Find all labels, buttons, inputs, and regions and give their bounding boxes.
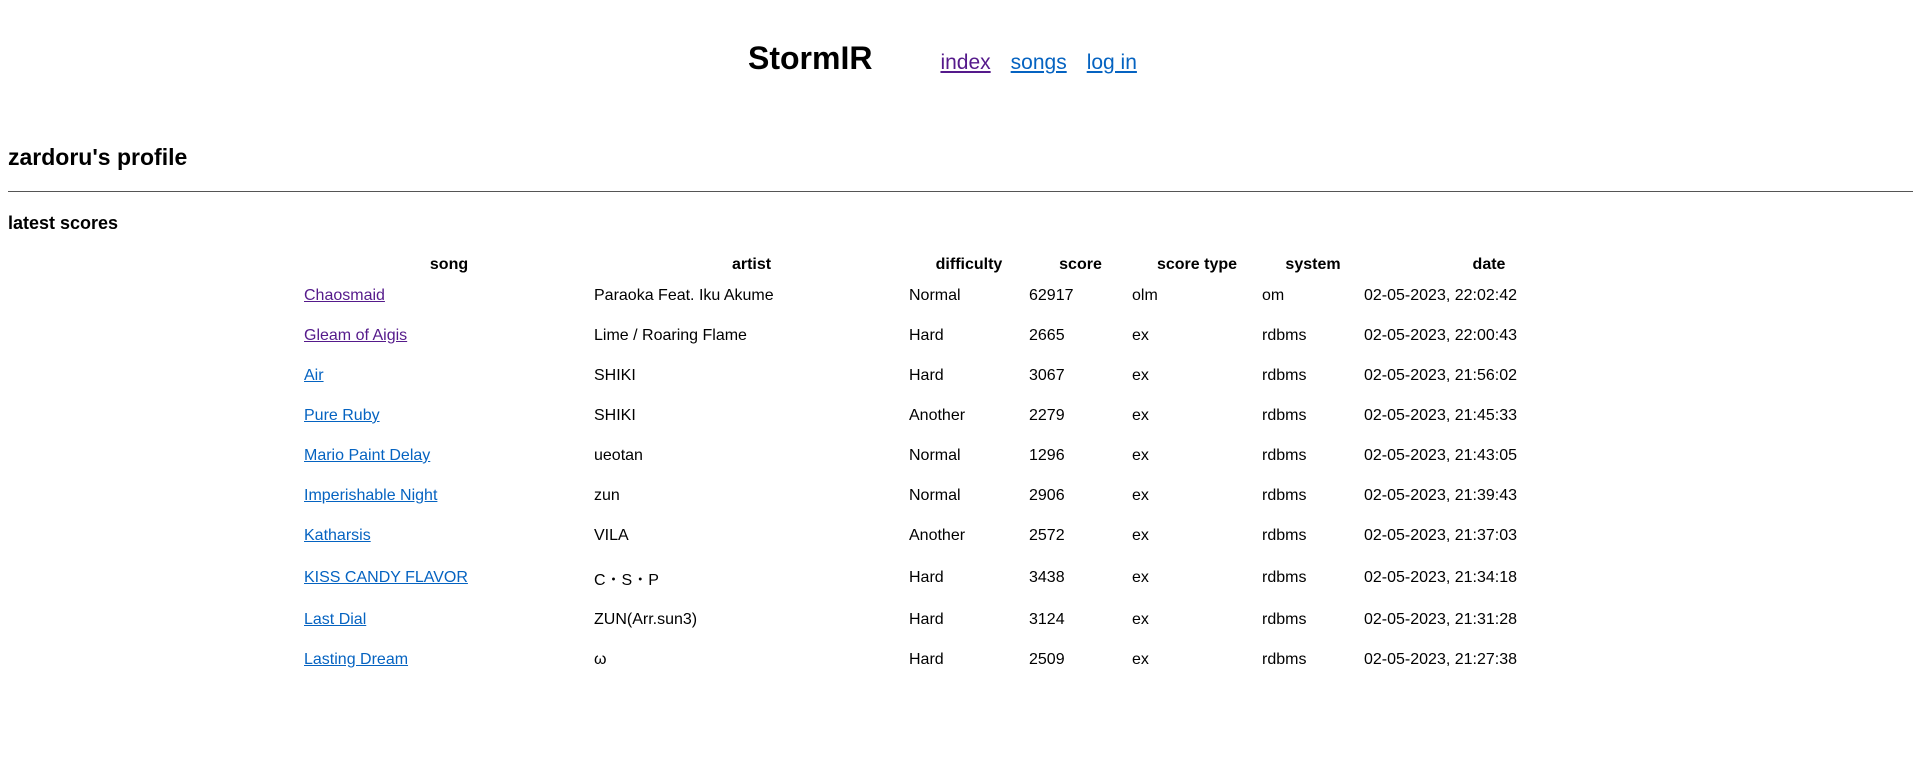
cell-difficulty: Hard	[909, 651, 944, 668]
cell-song	[304, 276, 594, 316]
table-row	[304, 640, 1614, 680]
cell-date: 02-05-2023, 22:02:42	[1364, 287, 1518, 304]
site-title: StormIR	[748, 40, 873, 76]
cell-score-type: ex	[1132, 651, 1149, 668]
cell-score: 62917	[1029, 287, 1074, 304]
cell-song	[304, 436, 594, 476]
cell-system: rdbms	[1262, 367, 1307, 384]
song-link[interactable]: Mario Paint Delay	[304, 447, 431, 464]
song-link[interactable]: Katharsis	[304, 527, 371, 544]
cell-song	[304, 556, 594, 600]
cell-score-type: ex	[1132, 527, 1149, 544]
cell-score: 2665	[1029, 327, 1065, 344]
cell-score-type: ex	[1132, 367, 1149, 384]
table-row	[304, 396, 1614, 436]
cell-score: 3124	[1029, 611, 1065, 628]
cell-date: 02-05-2023, 21:37:03	[1364, 527, 1518, 544]
table-row	[304, 316, 1614, 356]
cell-artist: Paraoka Feat. Iku Akume	[594, 287, 774, 304]
cell-score-type: ex	[1132, 611, 1149, 628]
table-row	[304, 600, 1614, 640]
song-link[interactable]: Pure Ruby	[304, 407, 380, 424]
cell-song	[304, 316, 594, 356]
cell-difficulty: Hard	[909, 611, 944, 628]
song-link[interactable]: Gleam of Aigis	[304, 327, 408, 344]
cell-difficulty: Normal	[909, 487, 961, 504]
cell-artist: VILA	[594, 527, 629, 544]
cell-artist: Lime / Roaring Flame	[594, 327, 747, 344]
cell-artist: ueotan	[594, 447, 643, 464]
profile-title: zardoru's profile	[8, 144, 188, 170]
cell-score-type: ex	[1132, 569, 1149, 586]
cell-artist: ω	[594, 651, 607, 668]
cell-score: 2509	[1029, 651, 1065, 668]
table-row	[304, 556, 1614, 600]
cell-score: 3067	[1029, 367, 1065, 384]
cell-score-type: ex	[1132, 447, 1149, 464]
cell-score: 3438	[1029, 569, 1065, 586]
song-link[interactable]: Imperishable Night	[304, 487, 438, 504]
column-header-difficulty: difficulty	[935, 256, 1003, 273]
site-header	[748, 40, 1157, 77]
cell-score: 1296	[1029, 447, 1065, 464]
cell-system: rdbms	[1262, 407, 1307, 424]
cell-date: 02-05-2023, 21:31:28	[1364, 611, 1518, 628]
song-link[interactable]: Last Dial	[304, 611, 367, 628]
cell-system: rdbms	[1262, 327, 1307, 344]
column-header-score-type: score type	[1156, 256, 1238, 273]
cell-system: om	[1262, 287, 1285, 304]
cell-song	[304, 476, 594, 516]
cell-score-type: ex	[1132, 487, 1149, 504]
song-link[interactable]: Chaosmaid	[304, 287, 385, 304]
cell-date: 02-05-2023, 21:45:33	[1364, 407, 1518, 424]
column-header-song: song	[429, 256, 469, 273]
cell-system: rdbms	[1262, 487, 1307, 504]
cell-song	[304, 600, 594, 640]
cell-score-type: ex	[1132, 407, 1149, 424]
cell-song	[304, 516, 594, 556]
cell-artist: SHIKI	[594, 367, 636, 384]
cell-difficulty: Hard	[909, 327, 944, 344]
table-row	[304, 276, 1614, 316]
cell-system: rdbms	[1262, 527, 1307, 544]
cell-song	[304, 356, 594, 396]
divider	[8, 191, 1913, 192]
table-row	[304, 356, 1614, 396]
cell-song	[304, 640, 594, 680]
cell-artist: ZUN(Arr.sun3)	[594, 611, 698, 628]
cell-artist: C・S・P	[594, 571, 659, 589]
cell-date: 02-05-2023, 21:27:38	[1364, 651, 1518, 668]
top-nav	[940, 51, 1156, 75]
cell-difficulty: Normal	[909, 447, 961, 464]
cell-system: rdbms	[1262, 611, 1307, 628]
column-header-score: score	[1059, 256, 1102, 273]
cell-song	[304, 396, 594, 436]
table-header-row	[304, 254, 1614, 276]
cell-difficulty: Hard	[909, 569, 944, 586]
cell-score-type: ex	[1132, 327, 1149, 344]
nav-link-login[interactable]: log in	[1086, 51, 1137, 74]
cell-score: 2279	[1029, 407, 1065, 424]
song-link[interactable]: Air	[304, 367, 324, 384]
table-row	[304, 516, 1614, 556]
column-header-system: system	[1285, 256, 1341, 273]
cell-score: 2906	[1029, 487, 1065, 504]
cell-system: rdbms	[1262, 447, 1307, 464]
cell-difficulty: Another	[909, 407, 966, 424]
cell-date: 02-05-2023, 21:39:43	[1364, 487, 1518, 504]
cell-date: 02-05-2023, 22:00:43	[1364, 327, 1518, 344]
column-header-artist: artist	[731, 256, 772, 273]
cell-artist: zun	[594, 487, 620, 504]
cell-date: 02-05-2023, 21:43:05	[1364, 447, 1518, 464]
cell-system: rdbms	[1262, 651, 1307, 668]
cell-score: 2572	[1029, 527, 1065, 544]
cell-artist: SHIKI	[594, 407, 636, 424]
cell-difficulty: Hard	[909, 367, 944, 384]
nav-link-songs[interactable]: songs	[1010, 51, 1067, 74]
nav-link-index[interactable]: index	[940, 51, 991, 74]
cell-score-type: olm	[1132, 287, 1158, 304]
cell-difficulty: Another	[909, 527, 966, 544]
cell-difficulty: Normal	[909, 287, 961, 304]
song-link[interactable]: Lasting Dream	[304, 651, 409, 668]
table-row	[304, 436, 1614, 476]
section-title-latest-scores: latest scores	[8, 213, 119, 233]
cell-date: 02-05-2023, 21:34:18	[1364, 569, 1518, 586]
cell-date: 02-05-2023, 21:56:02	[1364, 367, 1518, 384]
song-link[interactable]: KISS CANDY FLAVOR	[304, 569, 468, 586]
column-header-date: date	[1472, 256, 1506, 273]
cell-system: rdbms	[1262, 569, 1307, 586]
table-row	[304, 476, 1614, 516]
latest-scores-table	[304, 254, 1614, 680]
